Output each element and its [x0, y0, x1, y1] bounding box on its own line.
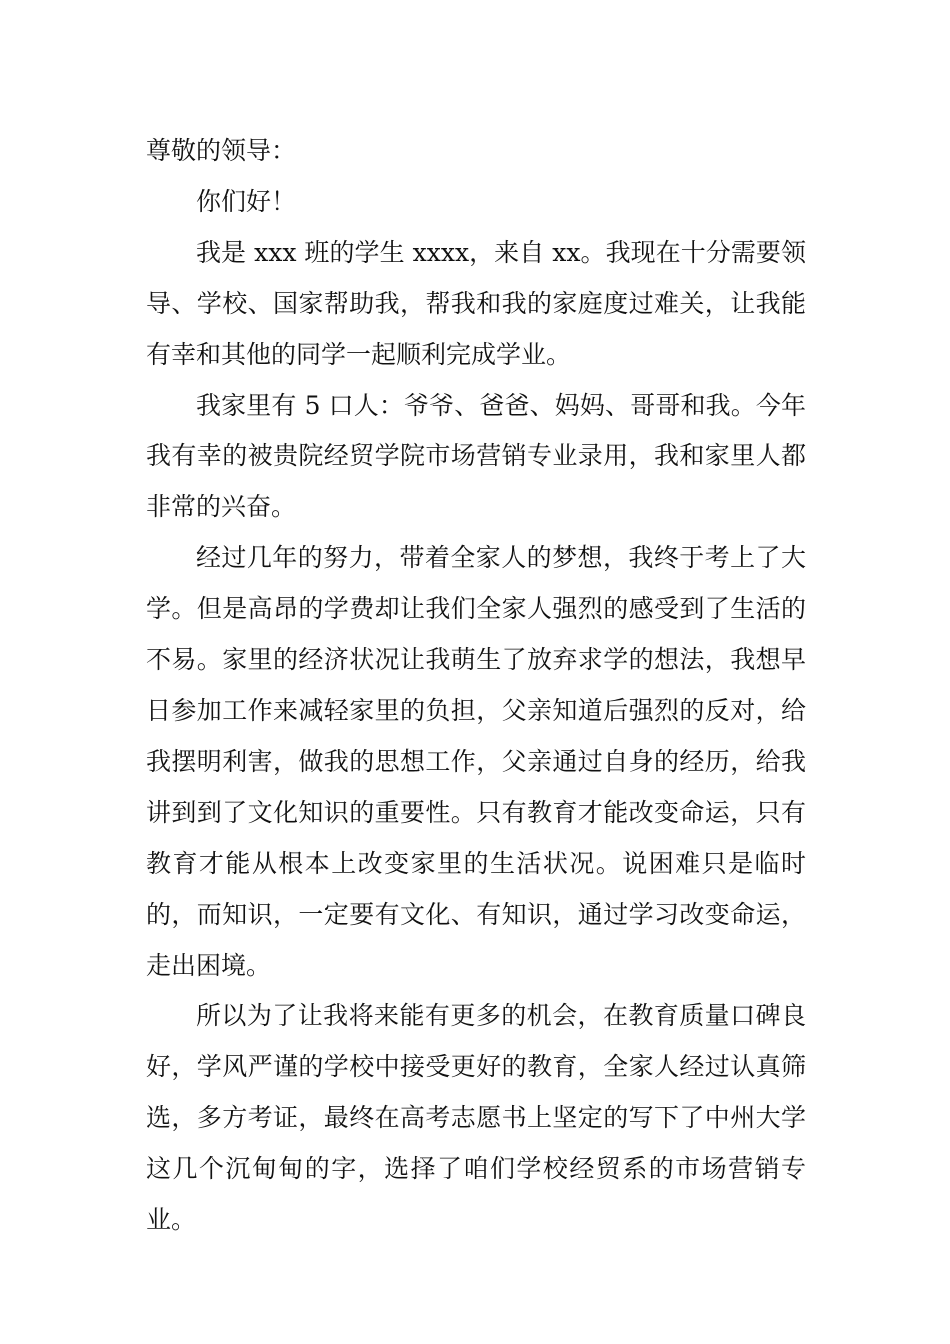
paragraph-family: 我家里有 5 口人：爷爷、爸爸、妈妈、哥哥和我。今年我有幸的被贵院经贸学院市场营销专业录用，我和家里人都非常的兴奋。	[146, 390, 806, 522]
letter-body	[146, 126, 806, 1246]
paragraph-introduction: 我是 xxx 班的学生 xxxx，来自 xx。我现在十分需要领导、学校、国家帮助我，帮我和我的家庭度过难关，让我能有幸和其他的同学一起顺利完成学业。	[146, 237, 806, 369]
letter-salutation: 尊敬的领导：	[146, 136, 297, 165]
paragraph-school-choice: 所以为了让我将来能有更多的机会，在教育质量口碑良好，学风严谨的学校中接受更好的教育，全家人经过认真筛选，多方考证，最终在高考志愿书上坚定的写下了中州大学这几个沉甸甸的字，选择了咱们学校经贸系的市场营销专业。	[146, 1001, 806, 1235]
letter-greeting: 你们好！	[196, 186, 297, 216]
paragraph-hardship: 经过几年的努力，带着全家人的梦想，我终于考上了大学。但是高昂的学费却让我们全家人强烈的感受到了生活的不易。家里的经济状况让我萌生了放弃求学的想法，我想早日参加工作来减轻家里的负担，父亲知道后强烈的反对，给我摆明利害，做我的思想工作，父亲通过自身的经历，给我讲到到了文化知识的重要性。只有教育才能改变命运，只有教育才能从根本上改变家里的生活状况。说困难只是临时的，而知识，一定要有文化、有知识，通过学习改变命运，走出困境。	[146, 543, 806, 980]
